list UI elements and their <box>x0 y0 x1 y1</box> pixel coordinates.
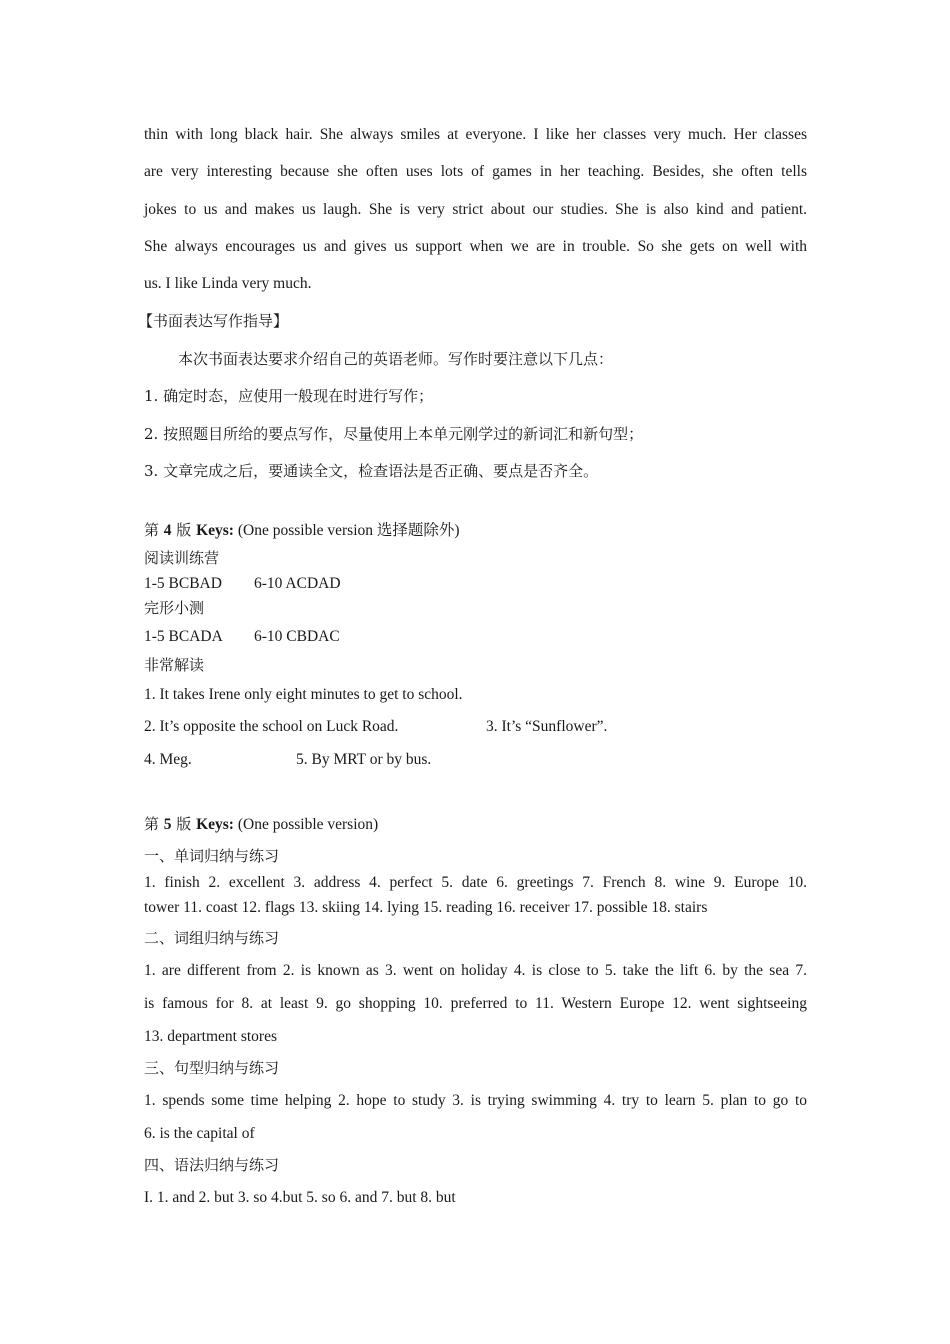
section-line: 1. spends some time helping 2. hope to study 3. is trying swimming 4. try to learn 5. plan to go to <box>144 1092 807 1109</box>
cloze-answers-a: 1-5 BCADA <box>144 628 223 645</box>
edition5-heading: 第 5 版 Keys: (One possible version) <box>144 815 379 833</box>
section-line: 1. finish 2. excellent 3. address 4. perfect 5. date 6. greetings 7. French 8. wine 9. Europe 10. <box>144 874 807 891</box>
section-line: is famous for 8. at least 9. go shopping 10. preferred to 11. Western Europe 12. went sightseeing <box>144 995 807 1012</box>
answer-line: 3. It’s “Sunflower”. <box>486 718 608 735</box>
essay-line: thin with long black hair. She always smiles at everyone. I like her classes very much. Her classes <box>144 126 807 143</box>
guide-point: 3. 文章完成之后，要通读全文，检查语法是否正确、要点是否齐全。 <box>144 462 599 480</box>
reading-answers-a: 1-5 BCBAD <box>144 575 222 592</box>
section-title: 一、单词归纳与练习 <box>144 847 280 865</box>
answer-line: 5. By MRT or by bus. <box>296 751 432 768</box>
essay-line: us. I like Linda very much. <box>144 275 312 292</box>
section-line: 1. are different from 2. is known as 3. went on holiday 4. is close to 5. take the lift 6. by the sea 7. <box>144 962 807 979</box>
cloze-title: 完形小测 <box>144 599 205 617</box>
guide-intro: 本次书面表达要求介绍自己的英语老师。写作时要注意以下几点： <box>178 350 614 368</box>
cloze-answers-b: 6-10 CBDAC <box>254 628 340 645</box>
section-title: 四、语法归纳与练习 <box>144 1156 280 1174</box>
essay-line: She always encourages us and gives us support when we are in trouble. So she gets on well with <box>144 238 807 255</box>
section-title: 三、句型归纳与练习 <box>144 1059 280 1077</box>
reading-answers-b: 6-10 ACDAD <box>254 575 341 592</box>
answer-line: 1. It takes Irene only eight minutes to get to school. <box>144 686 463 703</box>
section-title: 二、词组归纳与练习 <box>144 929 280 947</box>
section-line: I. 1. and 2. but 3. so 4.but 5. so 6. and 7. but 8. but <box>144 1189 456 1206</box>
guide-point: 1. 确定时态，应使用一般现在时进行写作； <box>144 387 434 405</box>
special-title: 非常解读 <box>144 656 205 674</box>
essay-line: are very interesting because she often uses lots of games in her teaching. Besides, she often tells <box>144 163 807 180</box>
essay-line: jokes to us and makes us laugh. She is very strict about our studies. She is also kind and patient. <box>144 201 807 218</box>
section-line: 13. department stores <box>144 1028 278 1045</box>
answer-line: 4. Meg. <box>144 751 192 768</box>
guide-point: 2. 按照题目所给的要点写作，尽量使用上本单元刚学过的新词汇和新句型； <box>144 425 644 443</box>
section-line: tower 11. coast 12. flags 13. skiing 14. lying 15. reading 16. receiver 17. possible 18. stairs <box>144 899 708 916</box>
guide-heading: 【书面表达写作指导】 <box>138 312 289 330</box>
edition4-heading: 第 4 版 Keys: (One possible version 选择题除外) <box>144 521 460 539</box>
reading-title: 阅读训练营 <box>144 549 220 567</box>
section-line: 6. is the capital of <box>144 1125 255 1142</box>
answer-line: 2. It’s opposite the school on Luck Road. <box>144 718 399 735</box>
